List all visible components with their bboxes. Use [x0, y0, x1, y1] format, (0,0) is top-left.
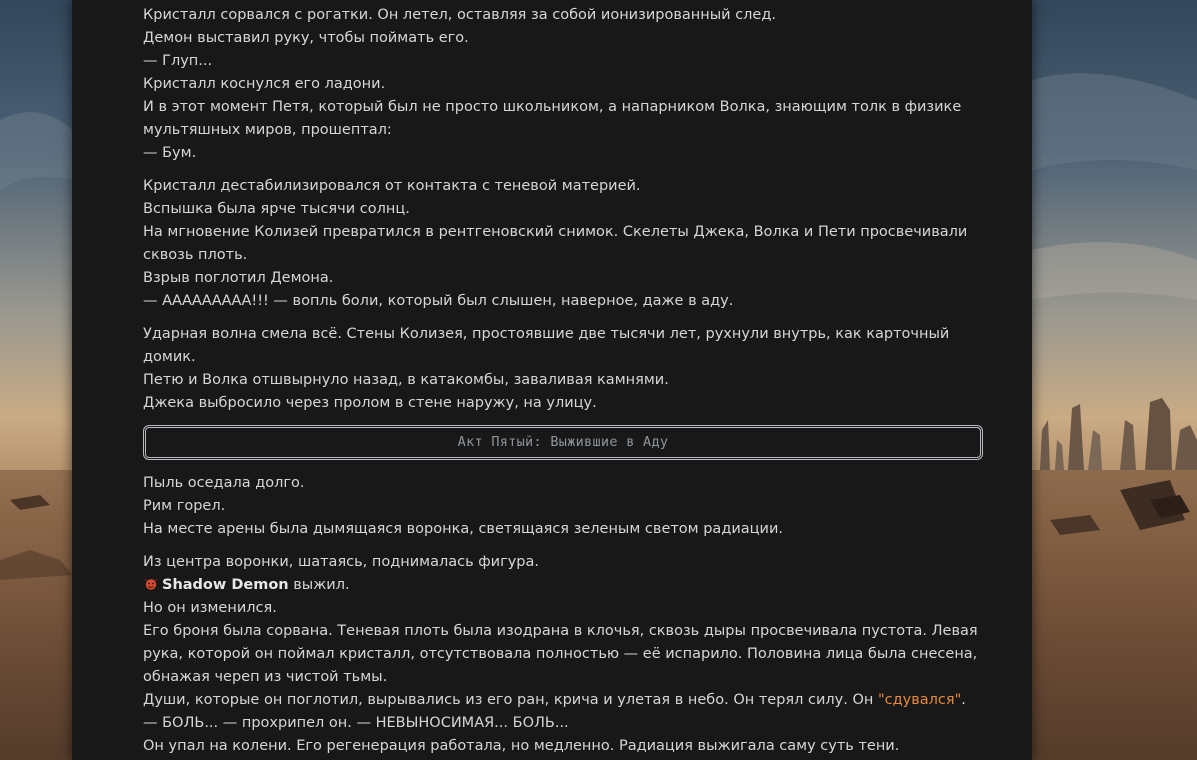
story-line: Джека выбросило через пролом в стене наружу, на улицу. — [143, 395, 597, 411]
story-line: На месте арены была дымящаяся воронка, светящаяся зеленым светом радиации. — [143, 521, 783, 537]
story-line: Ударная волна смела всё. Стены Колизея, простоявшие две тысячи лет, рухнули внутрь, как карточный — [143, 326, 950, 342]
story-line: Демон выставил руку, чтобы поймать его. — [143, 30, 469, 46]
story-text: выжил. — [288, 577, 350, 593]
story-line: На мгновение Колизей превратился в рентгеновский снимок. Скелеты Джека, Волка и Пети просвечивали — [143, 224, 968, 240]
demon-name: Shadow Demon — [162, 577, 289, 593]
story-line: И в этот момент Петя, который был не просто школьником, а напарником Волка, знающим толк в физике — [143, 99, 962, 115]
story-content[interactable] — [143, 4, 983, 760]
story-text: . — [961, 692, 966, 708]
story-line: Пыль оседала долго. — [143, 475, 305, 491]
paragraph-crystal-throw — [143, 4, 983, 165]
story-line: Он упал на колени. Его регенерация работала, но медленно. Радиация выжигала саму суть тени. — [143, 738, 900, 754]
paragraph-shockwave — [143, 323, 983, 415]
act-heading-title: Акт Пятый: Выжившие в Аду — [457, 434, 669, 450]
paragraph-explosion — [143, 175, 983, 313]
story-line: Взрыв поглотил Демона. — [143, 270, 334, 286]
story-line: — БОЛЬ... — прохрипел он. — НЕВЫНОСИМАЯ... БОЛЬ... — [143, 715, 569, 731]
story-line: рука, которой он поймал кристалл, отсутствовала полностью — её испарило. Половина лица была снесена, — [143, 646, 978, 662]
story-line: Рим горел. — [143, 498, 226, 514]
story-line: — Бум. — [143, 145, 197, 161]
story-line: Кристалл дестабилизировался от контакта с теневой материей. — [143, 178, 641, 194]
story-line — [143, 689, 983, 712]
story-line: — Глуп... — [143, 53, 213, 69]
story-line: Из центра воронки, шатаясь, поднималась фигура. — [143, 554, 540, 570]
story-line — [143, 574, 983, 597]
story-line: домик. — [143, 349, 196, 365]
story-line: Вспышка была ярче тысячи солнц. — [143, 201, 410, 217]
highlighted-word: "сдувался" — [877, 692, 962, 708]
story-line: обнажая череп из чистой тьмы. — [143, 669, 388, 685]
act-heading-box — [143, 425, 983, 460]
story-line: Петю и Волка отшвырнуло назад, в катакомбы, заваливая камнями. — [143, 372, 669, 388]
paragraph-demon-survives — [143, 551, 983, 758]
story-line: — ААААААААА!!! — вопль боли, который был слышен, наверное, даже в аду. — [143, 293, 734, 309]
story-text: Души, которые он поглотил, вырывались из его ран, крича и улетая в небо. Он терял силу. Он — [143, 692, 878, 708]
story-line: Кристалл коснулся его ладони. — [143, 76, 386, 92]
story-line: Кристалл сорвался с рогатки. Он летел, оставляя за собой ионизированный след. — [143, 7, 776, 23]
story-panel — [72, 0, 1032, 760]
story-line: сквозь плоть. — [143, 247, 248, 263]
story-line: Но он изменился. — [143, 600, 277, 616]
devil-face-icon — [143, 576, 159, 590]
story-line: Его броня была сорвана. Теневая плоть была изодрана в клочья, сквозь дыры просвечивала пустота. Левая — [143, 623, 978, 639]
paragraph-aftermath — [143, 472, 983, 541]
story-line: мультяшных миров, прошептал: — [143, 122, 392, 138]
